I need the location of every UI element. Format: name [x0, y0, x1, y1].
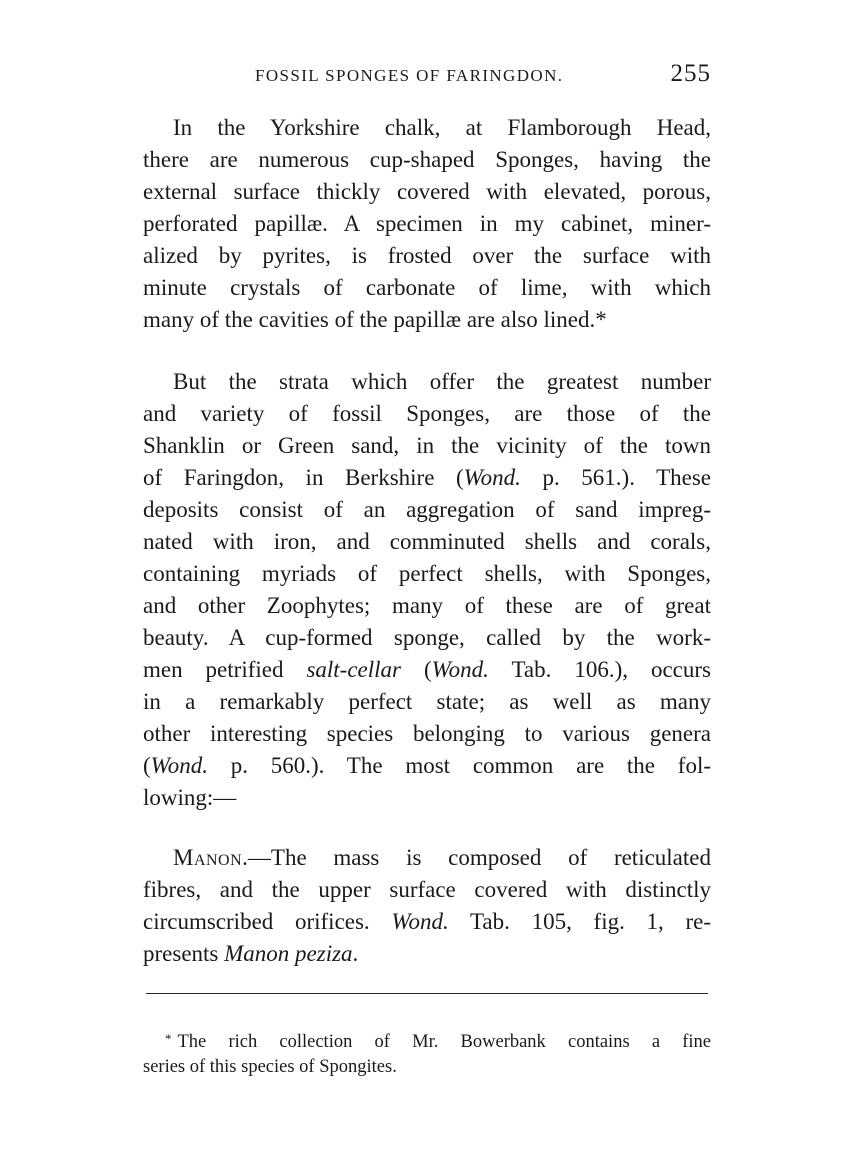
- text-line: external surface thickly covered with elevated, porous,: [143, 179, 711, 204]
- running-title: FOSSIL SPONGES OF FARINGDON.: [255, 66, 564, 85]
- text-line: and other Zoophytes; many of these are of great: [143, 593, 711, 618]
- text-line: and variety of fossil Sponges, are those of the: [143, 401, 711, 426]
- footnote-line: series of this species of Spongites.: [143, 1057, 397, 1077]
- book-page: [143, 0, 711, 1150]
- text-line: Shanklin or Green sand, in the vicinity of the town: [143, 433, 711, 458]
- text-line: fibres, and the upper surface covered with distinctly: [143, 877, 711, 902]
- text-line: deposits consist of an aggregation of sand impreg-: [143, 497, 711, 522]
- text-line: (Wond. p. 560.). The most common are the fol-: [143, 753, 711, 778]
- genus-heading: Manon: [173, 845, 243, 870]
- text-line: men petrified salt-cellar (Wond. Tab. 106.), occurs: [143, 657, 711, 682]
- text-line: containing myriads of perfect shells, with Sponges,: [143, 561, 711, 586]
- text-line: nated with iron, and comminuted shells and corals,: [143, 529, 711, 554]
- text-line: in a remarkably perfect state; as well as many: [143, 689, 711, 714]
- text-line: other interesting species belonging to various genera: [143, 721, 711, 746]
- footnote-divider: [146, 993, 708, 994]
- text-line: many of the cavities of the papillæ are also lined.*: [143, 307, 607, 332]
- text-line: presents Manon peziza.: [143, 941, 359, 966]
- page-number: 255: [670, 60, 711, 87]
- text-line: Manon.—The mass is composed of reticulated: [173, 845, 711, 870]
- footnote-marker: *: [165, 1031, 172, 1046]
- text-line: there are numerous cup-shaped Sponges, having the: [143, 147, 711, 172]
- text-line: of Faringdon, in Berkshire (Wond. p. 561.). These: [143, 465, 711, 490]
- text-line: minute crystals of carbonate of lime, with which: [143, 275, 711, 300]
- footnote-line: * The rich collection of Mr. Bowerbank contains a fine: [165, 1031, 711, 1052]
- text-line: alized by pyrites, is frosted over the surface with: [143, 243, 711, 268]
- text-line: beauty. A cup-formed sponge, called by the work-: [143, 625, 711, 650]
- running-head: [143, 60, 711, 90]
- text-line: In the Yorkshire chalk, at Flamborough Head,: [173, 115, 711, 140]
- text-line: perforated papillæ. A specimen in my cabinet, miner-: [143, 211, 711, 236]
- text-line: But the strata which offer the greatest number: [173, 369, 711, 394]
- text-line: circumscribed orifices. Wond. Tab. 105, fig. 1, re-: [143, 909, 711, 934]
- text-line: lowing:—: [143, 785, 237, 810]
